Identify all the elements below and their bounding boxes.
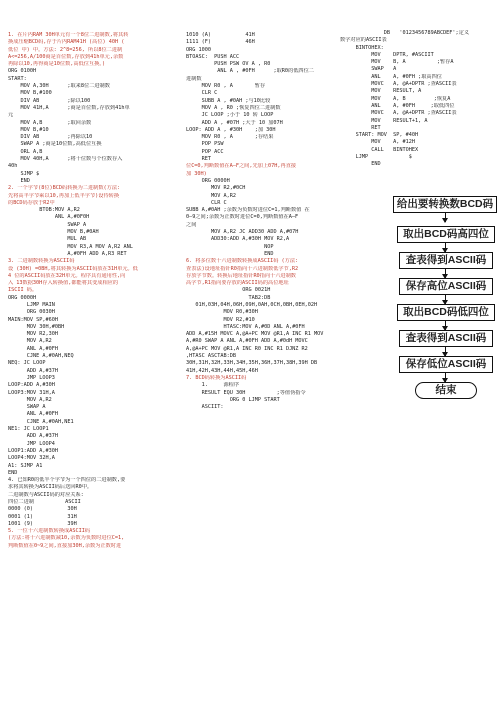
- code-line: ANL A,#0F0H: [8, 214, 90, 221]
- code-line: DIV AB ;再除以10: [8, 134, 93, 141]
- flow-arrow: [445, 243, 446, 252]
- code-line: END: [340, 161, 381, 168]
- code-line: ANL A,#0FH: [8, 345, 58, 352]
- code-line: PUSH PSW OV A , R0: [186, 61, 271, 68]
- flow-step-2: 取出BCD码高四位: [397, 226, 495, 243]
- code-line: JC LOOP ;小于 10 转 LOOP: [186, 112, 274, 119]
- code-line: SUBB A , #0AH ;与10比较: [186, 97, 271, 104]
- code-line: JMP LOOP3: [8, 374, 55, 381]
- code-line: NEQ: JC LOOP: [8, 360, 46, 367]
- code-line: 数字对应的ASCII表: [340, 37, 387, 44]
- flow-step-3: 查表得到ASCII码: [399, 252, 493, 269]
- code-line: BTOB:MOV A,R2: [8, 207, 80, 214]
- code-line: 1111 (F) 46H: [186, 39, 255, 46]
- code-line: 低位 中) 中。方法: 2^8=256, 所以8位二进制: [8, 46, 123, 53]
- code-line: CALL BINTOHEX: [340, 146, 419, 153]
- code-line: ANL A, #0FH ;取低四位: [340, 102, 455, 109]
- code-line: 4 位的ASCII码放在32H单元。程序具有通用性,向: [8, 272, 126, 279]
- code-line: MOV 41H,A ;商是百位数,存放到41h单: [8, 104, 130, 111]
- code-line: MOV A,30H ;取来8位二进制数: [8, 83, 110, 90]
- code-line: MOV A,R2: [8, 338, 52, 345]
- code-line: LOOP3:MOV 31H,A: [8, 389, 55, 396]
- code-column-middle: [186, 32, 334, 411]
- code-line: SWAP A ;商是10位数,高低位互换: [8, 141, 102, 148]
- code-column-left: [8, 32, 180, 550]
- code-line: SUBB A,#0AH ;余数为负数时进位C=1,判断数值 在: [186, 207, 310, 214]
- code-line: 加 30H): [186, 170, 207, 177]
- code-line: MOV R0,#30H: [186, 309, 258, 316]
- code-line: MOV RESULT, A: [340, 88, 422, 95]
- code-line: 位C=0,判断数值在A—F之间,先加上07H,再直接: [186, 163, 297, 170]
- code-line: 0001 (1) 31H: [8, 513, 77, 520]
- code-line: A,#0FH ADD A,R3 RET: [8, 250, 127, 257]
- code-line: START:: [8, 75, 27, 82]
- code-line: 6. 将多位数十六进制数转换成ASCII码 (方法:: [186, 258, 299, 265]
- code-line: ,HTASC ASCTAB:DB: [186, 353, 236, 360]
- code-line: MOV 40H,A ;将十位数与个位数存入: [8, 156, 123, 163]
- code-line: 2. 一个字节(8位)BCD码转换为二进制数(方法:: [8, 185, 121, 192]
- code-line: 高字节,R1指向要存放的ASCII码的高位地址: [186, 280, 289, 287]
- code-line: BINTOHEX:: [340, 44, 384, 51]
- code-line: SWAP A: [8, 221, 87, 228]
- flow-arrow: [445, 213, 446, 222]
- code-line: 0—9之间;余数为正数时进位C=0,判断数值在A—F: [186, 214, 299, 221]
- code-line: 进制数: [186, 75, 202, 82]
- code-line: MOV R0 , A ;存结果: [186, 134, 274, 141]
- code-line: END: [186, 250, 274, 257]
- flowchart: [393, 196, 499, 454]
- code-line: LOOP1:ADD A,#30H: [8, 447, 58, 454]
- code-line: MOV A, B ;恢复A: [340, 95, 451, 102]
- code-line: ORG 0000H: [8, 294, 37, 301]
- code-line: MOV B,#100: [8, 90, 52, 97]
- code-line: JMP LOOP4: [8, 440, 55, 447]
- flow-step-6: 查表得到ASCII码: [399, 330, 493, 347]
- code-line: ORG 0 LJMP START: [186, 396, 280, 403]
- code-line: MOV 30H,#0BH: [8, 323, 65, 330]
- flow-step-1: 给出要转换数BCD码: [393, 196, 497, 213]
- code-line: POP ACC: [186, 148, 224, 155]
- code-line: 入 13数据30H存入转换值,都能将其变成相应的: [8, 280, 119, 287]
- code-line: SJMP $: [8, 170, 40, 177]
- code-line: TAB2:DB: [186, 294, 271, 301]
- code-line: A,@A+PC MOV @R1,A INC R0 INC R1 DJNZ R2: [186, 345, 308, 352]
- code-line: SWAP A: [8, 404, 46, 411]
- flow-arrow: [445, 321, 446, 330]
- code-line: 30H,31H,32H,33H,34H,35H,36H,37H,38H,39H DB: [186, 360, 318, 367]
- code-line: ADD A , #07H ;大于 10 加07H: [186, 119, 283, 126]
- code-line: MOV A,R2: [186, 192, 236, 199]
- code-line: 元: [8, 112, 14, 119]
- code-line: DIV AB ;除以100: [8, 97, 91, 104]
- code-line: ORG 0021H: [186, 287, 271, 294]
- code-line: 存放字节数。转换后地址指针R0指向十六进制数: [186, 272, 296, 279]
- code-line: 41H,42H,43H,44H,45H,46H: [186, 367, 258, 374]
- code-line: MOV R2,#10: [186, 316, 255, 323]
- code-line: 的BCD码存放于R2中: [8, 199, 55, 206]
- code-line: ASCIIT:: [186, 404, 224, 411]
- code-line: 1. 源程序: [186, 382, 240, 389]
- code-line: MOV R0 , A 暂存: [186, 83, 266, 90]
- code-line: ORL A,B: [8, 148, 43, 155]
- code-line: ADD A,#37H: [8, 367, 58, 374]
- code-line: MOV B,#0AH: [8, 229, 99, 236]
- code-line: ANL A, #0FH ;取高四位: [340, 73, 442, 80]
- code-line: BTOASC: PUSH ACC: [186, 53, 240, 60]
- code-line: MOV A,R2: [8, 396, 52, 403]
- code-line: MOV B,#10: [8, 126, 49, 133]
- code-line: A,#R0 SWAP A ANL A,#0FH ADD A,#0dH MOVC: [186, 338, 308, 345]
- code-line: ORG 0100H: [8, 68, 37, 75]
- code-line: ORG 1000: [186, 46, 211, 53]
- code-line: END: [8, 469, 18, 476]
- flow-arrow: [445, 269, 446, 278]
- code-line: 求将其转换为ASCII码后送回R0中。: [8, 484, 93, 491]
- code-line: MOVC A, @A+DPTR ;查ASCII表: [340, 81, 457, 88]
- code-line: (方法:将十六进制数减10,余数为负数时进位C=1,: [8, 535, 125, 542]
- code-line: MOV R2,30H: [8, 331, 58, 338]
- code-line: 查表法)设地址指针R0指向十六进制数低字节,R2: [186, 265, 299, 272]
- flow-step-5: 取出BCD码低四位: [397, 304, 495, 321]
- code-line: MOV A, #12H: [340, 139, 415, 146]
- code-line: MOV A,B ;取回余数: [8, 119, 92, 126]
- code-line: CLR C: [186, 90, 218, 97]
- code-line: LJMP MAIN: [8, 301, 55, 308]
- code-line: MOV DPTR, #ASCIIT: [340, 51, 434, 58]
- code-line: A1: SJMP A1: [8, 462, 43, 469]
- code-line: NE1: JC LOOP1: [8, 426, 49, 433]
- code-line: ANL A,#0FH: [8, 411, 58, 418]
- code-line: ISCII 码。: [8, 287, 38, 294]
- code-line: NOP: [186, 243, 274, 250]
- code-line: HTASC:MOV A,#0D ANL A,#0FH: [186, 323, 305, 330]
- flow-step-7: 保存低位ASCII码: [399, 356, 493, 373]
- code-line: RET: [186, 156, 211, 163]
- code-line: CLR C: [186, 199, 227, 206]
- code-line: MAIN:MOV SP,#60H: [8, 316, 58, 323]
- code-line: MOV A , R0 ;恢复四位二进制数: [186, 104, 281, 111]
- code-line: 1001 (9) 39H: [8, 520, 77, 527]
- code-line: MOV R2,#0CH: [186, 185, 246, 192]
- code-line: CJNE A,#0AH,NE1: [8, 418, 74, 425]
- code-line: ORG 0000H: [186, 177, 230, 184]
- code-line: CJNE A,#0AH,NEQ: [8, 353, 74, 360]
- code-line: 二进制数与ASCII码的对应关系:: [8, 491, 84, 498]
- code-line: 40h: [8, 163, 18, 170]
- code-line: ADD30:ADD A,#30H MOV R2,A: [186, 236, 290, 243]
- code-line: 四位二进制 ASCII: [8, 499, 81, 505]
- code-line: LOOP: ADD A , #30H ;加 30H: [186, 126, 276, 133]
- code-line: START: MOV SP, #40H: [340, 132, 419, 139]
- flow-end: 结束: [415, 382, 477, 399]
- code-line: 5. 一位十六进制数转换成ASCII码: [8, 528, 91, 535]
- code-line: 01H,03H,04H,06H,09H,0AH,0CH,0BH,0EH,02H: [186, 301, 318, 308]
- code-line: DB '0123456789ABCDEF';定义: [340, 30, 470, 36]
- code-line: 7. BCD码转换为ASCII码: [186, 374, 247, 381]
- code-line: MOV A,R2 JC ADD30 ADD A,#07H: [186, 229, 299, 236]
- code-line: POP PSW: [186, 141, 224, 148]
- code-line: ADD A,#37H: [8, 433, 58, 440]
- code-line: ADD A,#15H MOVC A,@A+PC MOV @R1,A INC R1 MOV: [186, 331, 324, 338]
- code-column-right: [340, 30, 496, 169]
- code-line: MOVC A, @A+DPTR ;查ASCII表: [340, 110, 457, 117]
- code-line: MOV R3,A MOV A,R2 ANL: [8, 243, 133, 250]
- code-line: 换成压缩BCD码,存于片内RAM41H (高位) 40H (: [8, 39, 125, 46]
- flow-arrow: [445, 347, 446, 356]
- code-line: 判断数值在0~9之间,直接加30H,余数为正数时进: [8, 542, 122, 549]
- code-line: RESULT EQU 30H ;等值伪指令: [186, 389, 306, 396]
- code-line: LJMP $: [340, 154, 412, 161]
- code-line: MUL AB: [8, 236, 87, 243]
- code-line: MOV B, A ;暂存A: [340, 59, 454, 66]
- flow-step-4: 保存高位ASCII码: [399, 278, 493, 295]
- code-line: MOV RESULT+1, A: [340, 117, 428, 124]
- code-line: 先将高半字节乘以10,再加上低半字节)设待转换: [8, 192, 120, 199]
- code-line: ANL A , #0FH ;取R0的低四位二: [186, 68, 314, 75]
- code-line: 1. 在片内RAM 30H单元有一个8位二进制数,将其转: [8, 32, 129, 38]
- code-line: ORG 0030H: [8, 309, 55, 316]
- code-line: 之间: [186, 221, 197, 228]
- flow-arrow: [445, 373, 446, 382]
- code-line: LOOP4:MOV 32H,A: [8, 455, 55, 462]
- code-line: RET: [340, 124, 381, 131]
- code-line: A<=256,A/100商是百位数,存放到41h单元,余数: [8, 53, 124, 60]
- code-line: END: [8, 177, 30, 184]
- code-line: 3. 二进制数转换为ASCII码: [8, 258, 75, 265]
- code-line: 4. 已知R0的低半个字节为一个四位的二进制数,要: [8, 477, 126, 484]
- code-line: 0000 (0) 30H: [8, 506, 77, 513]
- flow-arrow: [445, 295, 446, 304]
- code-line: 设 (30H) =0BH,将其转换为ASCII码放在31H单元。低: [8, 265, 138, 272]
- code-line: 再除以10,再得商是10位数,高低位互换。): [8, 61, 106, 68]
- code-line: LOOP:ADD A,#30H: [8, 382, 55, 389]
- code-line: SWAP A: [340, 66, 397, 73]
- code-line: 1010 (A) 41H: [186, 32, 255, 38]
